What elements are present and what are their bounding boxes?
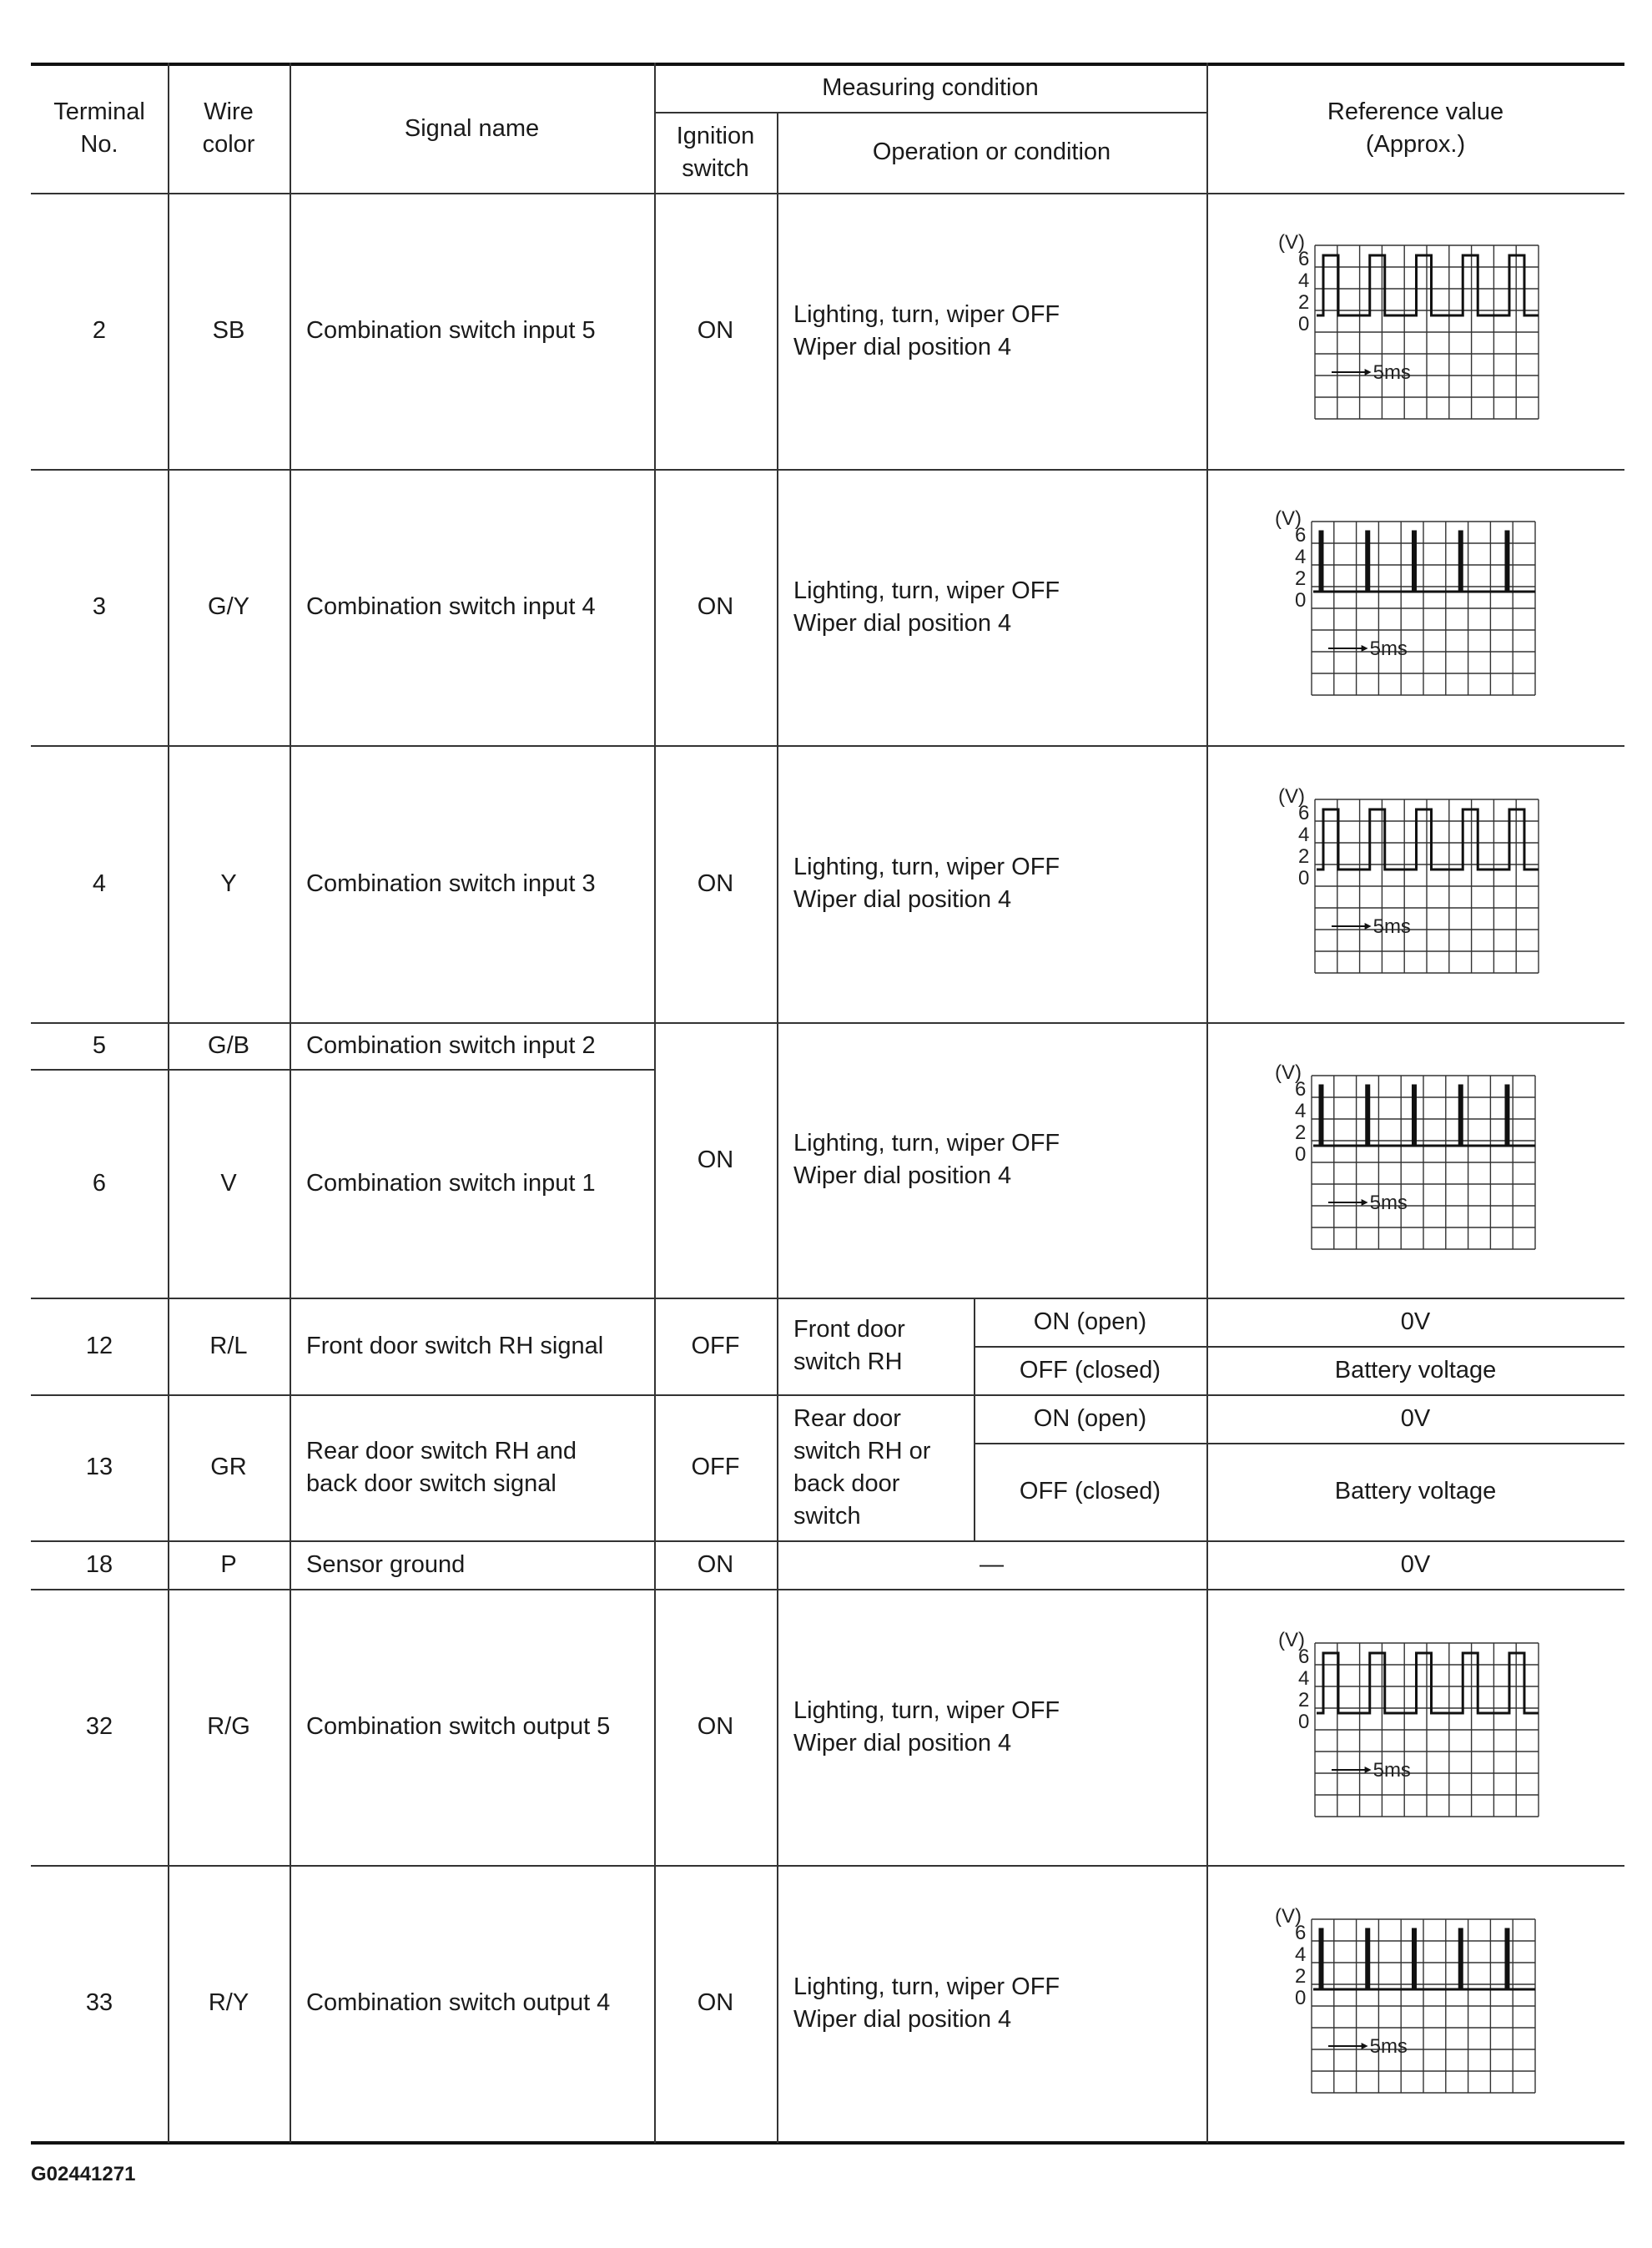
waveform-svg xyxy=(1270,1903,1539,2096)
time-scale-label: 5ms xyxy=(1372,361,1411,384)
ignition-switch-state: ON xyxy=(697,1550,734,1578)
waveform-svg xyxy=(1270,505,1539,698)
waveform-graph xyxy=(1270,1903,1539,2100)
arrow-head-icon xyxy=(1365,923,1372,930)
switch-state: ON (open) xyxy=(1033,1308,1147,1335)
signal-name: Rear door switch RH and back door switch signal xyxy=(306,1437,577,1497)
time-scale-label: 5ms xyxy=(1369,2035,1408,2058)
volt-tick-label: 6 xyxy=(1298,802,1310,824)
wire-color: R/G xyxy=(207,1713,250,1740)
ignition-switch-state: ON xyxy=(697,869,734,897)
volt-unit-label: (V) xyxy=(1275,507,1302,530)
terminal-number: 2 xyxy=(92,317,107,344)
arrow-head-icon xyxy=(1365,1767,1372,1773)
waveform-graph xyxy=(1273,783,1542,980)
reference-value: 0V xyxy=(1400,1550,1431,1578)
wire-color: G/B xyxy=(208,1031,249,1059)
volt-tick-label: 2 xyxy=(1295,567,1307,590)
volt-tick-label: 4 xyxy=(1295,1943,1307,1966)
operation-condition: Lighting, turn, wiper OFF Wiper dial position 4 xyxy=(793,854,1060,913)
terminal-number: 18 xyxy=(85,1550,113,1578)
signal-name: Combination switch output 5 xyxy=(306,1713,611,1740)
waveform-graph xyxy=(1273,229,1542,426)
ignition-switch-state: ON xyxy=(697,593,734,620)
waveform-graph xyxy=(1270,505,1539,703)
volt-unit-label: (V) xyxy=(1275,1061,1302,1084)
volt-tick-label: 0 xyxy=(1298,1711,1310,1733)
waveform-svg xyxy=(1273,1626,1542,1820)
arrow-head-icon xyxy=(1362,645,1368,652)
wire-color: G/Y xyxy=(208,593,249,620)
volt-tick-label: 6 xyxy=(1295,1078,1307,1101)
time-scale-label: 5ms xyxy=(1369,638,1408,660)
table-bottom-rule xyxy=(31,2141,1624,2145)
signal-name: Combination switch input 5 xyxy=(306,317,596,344)
signal-name: Sensor ground xyxy=(306,1550,466,1578)
time-scale-label: 5ms xyxy=(1372,915,1411,938)
volt-tick-label: 0 xyxy=(1295,589,1307,612)
volt-tick-label: 2 xyxy=(1298,845,1310,868)
volt-unit-label: (V) xyxy=(1278,231,1305,254)
header-reference-value: Reference value (Approx.) xyxy=(1327,98,1504,158)
arrow-head-icon xyxy=(1365,369,1372,376)
volt-tick-label: 2 xyxy=(1295,1965,1307,1988)
wire-color: R/Y xyxy=(208,1989,249,2016)
volt-tick-label: 6 xyxy=(1298,248,1310,270)
volt-unit-label: (V) xyxy=(1278,1629,1305,1651)
waveform-graph xyxy=(1273,1626,1542,1824)
operation-condition: Rear door switch RH or back door switch xyxy=(793,1404,931,1530)
volt-tick-label: 6 xyxy=(1295,524,1307,547)
reference-value: Battery voltage xyxy=(1334,1356,1497,1384)
operation-condition: — xyxy=(980,1550,1004,1578)
volt-tick-label: 4 xyxy=(1298,270,1310,292)
ignition-switch-state: ON xyxy=(697,317,734,344)
header-terminal-no: Terminal No. xyxy=(53,98,145,158)
terminal-number: 3 xyxy=(92,593,107,620)
waveform-svg xyxy=(1270,1059,1539,1253)
signal-name: Combination switch input 3 xyxy=(306,869,596,897)
header-wire-color: Wire color xyxy=(202,98,255,158)
switch-state: OFF (closed) xyxy=(1019,1356,1161,1384)
wire-color: P xyxy=(220,1550,237,1578)
arrow-head-icon xyxy=(1362,1199,1368,1206)
terminal-number: 13 xyxy=(85,1454,113,1480)
arrow-head-icon xyxy=(1362,2043,1368,2049)
column-rule xyxy=(1206,63,1208,2143)
operation-condition: Lighting, turn, wiper OFF Wiper dial position 4 xyxy=(793,1696,1060,1757)
volt-unit-label: (V) xyxy=(1275,1905,1302,1928)
ignition-switch-state: OFF xyxy=(691,1454,740,1480)
terminal-number: 5 xyxy=(92,1031,107,1059)
volt-tick-label: 6 xyxy=(1298,1646,1310,1668)
ignition-switch-state: ON xyxy=(697,1146,734,1173)
operation-condition: Lighting, turn, wiper OFF Wiper dial position 4 xyxy=(793,1973,1060,2033)
volt-tick-label: 0 xyxy=(1295,1143,1307,1166)
waveform-graph xyxy=(1270,1059,1539,1257)
header-signal-name: Signal name xyxy=(404,114,540,142)
volt-tick-label: 0 xyxy=(1298,313,1310,335)
reference-value: 0V xyxy=(1400,1308,1431,1335)
waveform-svg xyxy=(1273,783,1542,976)
ignition-switch-state: ON xyxy=(697,1713,734,1740)
reference-value: Battery voltage xyxy=(1334,1478,1497,1505)
header-ignition-switch: Ignition switch xyxy=(676,122,755,182)
volt-tick-label: 0 xyxy=(1295,1987,1307,2009)
wire-color: V xyxy=(220,1169,237,1197)
operation-condition: Lighting, turn, wiper OFF Wiper dial position 4 xyxy=(793,1130,1060,1189)
terminal-number: 4 xyxy=(92,869,107,897)
volt-tick-label: 6 xyxy=(1295,1922,1307,1944)
ignition-switch-state: ON xyxy=(697,1989,734,2016)
wire-color: Y xyxy=(220,869,237,897)
volt-tick-label: 4 xyxy=(1295,546,1307,568)
operation-condition: Front door switch RH xyxy=(793,1316,905,1375)
terminal-number: 12 xyxy=(85,1332,113,1359)
signal-name: Combination switch input 1 xyxy=(306,1169,596,1197)
volt-unit-label: (V) xyxy=(1278,785,1305,808)
volt-tick-label: 2 xyxy=(1295,1121,1307,1144)
time-scale-label: 5ms xyxy=(1372,1759,1411,1782)
time-scale-label: 5ms xyxy=(1369,1192,1408,1214)
signal-trace xyxy=(1317,1653,1539,1713)
terminal-number: 32 xyxy=(85,1713,113,1740)
volt-tick-label: 2 xyxy=(1298,291,1310,314)
reference-value: 0V xyxy=(1400,1404,1431,1432)
signal-trace xyxy=(1313,1929,1535,1989)
volt-tick-label: 4 xyxy=(1298,824,1310,846)
operation-condition: Lighting, turn, wiper OFF Wiper dial position 4 xyxy=(793,577,1060,637)
volt-tick-label: 2 xyxy=(1298,1689,1310,1711)
ignition-switch-state: OFF xyxy=(691,1332,740,1359)
signal-trace xyxy=(1313,532,1535,592)
operation-condition: Lighting, turn, wiper OFF Wiper dial position 4 xyxy=(793,300,1060,360)
signal-trace xyxy=(1317,809,1539,869)
figure-code: G02441271 xyxy=(31,2163,136,2185)
signal-name: Combination switch input 4 xyxy=(306,593,596,620)
wire-color: GR xyxy=(210,1454,247,1480)
switch-state: ON (open) xyxy=(1033,1404,1147,1432)
terminal-number: 6 xyxy=(92,1169,107,1197)
volt-tick-label: 4 xyxy=(1298,1667,1310,1690)
volt-tick-label: 4 xyxy=(1295,1100,1307,1122)
waveform-svg xyxy=(1273,229,1542,422)
signal-name: Front door switch RH signal xyxy=(306,1332,604,1359)
volt-tick-label: 0 xyxy=(1298,867,1310,890)
terminal-number: 33 xyxy=(85,1989,113,2016)
wire-color: R/L xyxy=(209,1332,248,1359)
header-operation-condition: Operation or condition xyxy=(872,139,1111,165)
signal-trace xyxy=(1313,1086,1535,1146)
signal-trace xyxy=(1317,255,1539,315)
signal-name: Combination switch output 4 xyxy=(306,1989,611,2016)
header-measuring-condition: Measuring condition xyxy=(822,74,1039,101)
signal-name: Combination switch input 2 xyxy=(306,1031,596,1059)
wire-color: SB xyxy=(212,317,245,344)
switch-state: OFF (closed) xyxy=(1019,1478,1161,1505)
